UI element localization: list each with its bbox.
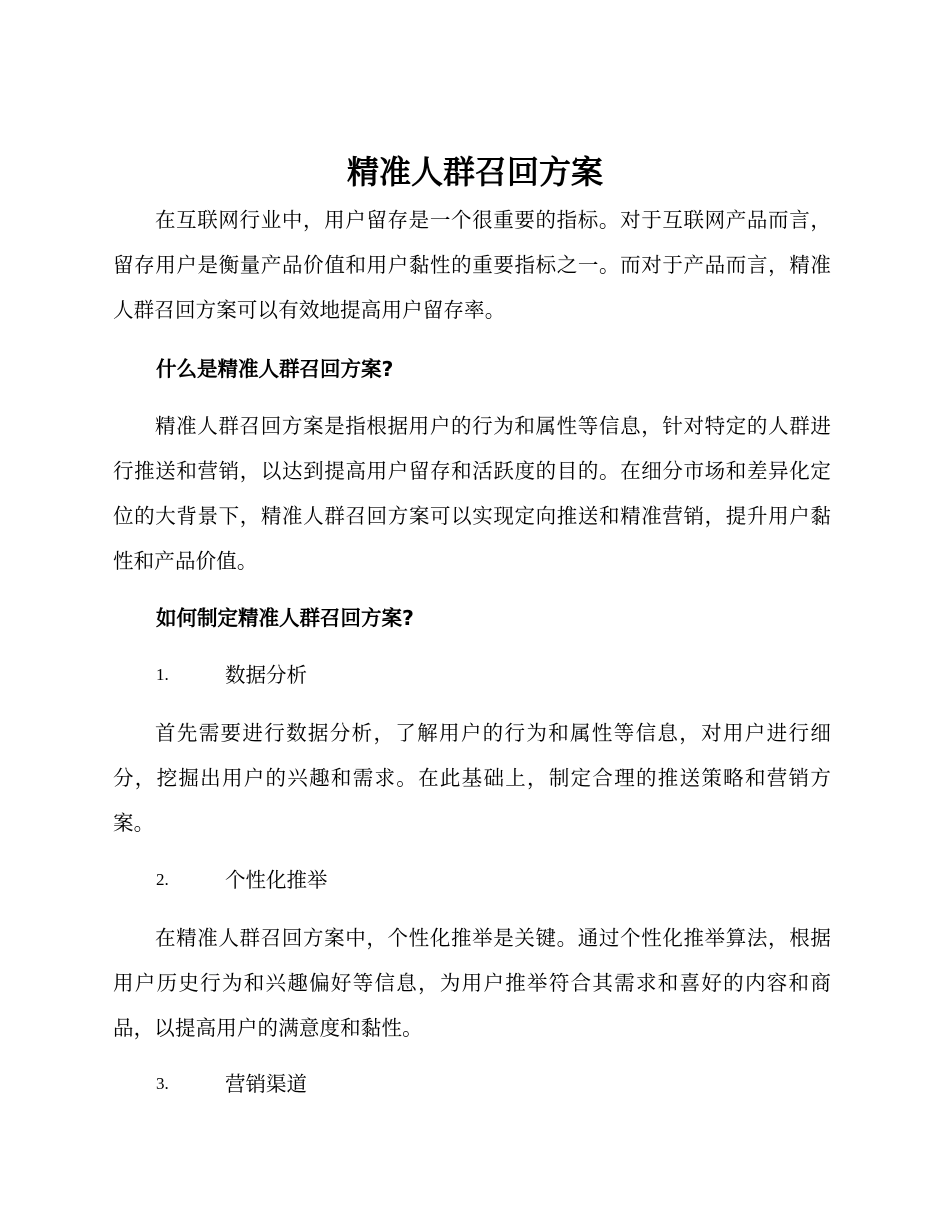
section-heading-how-to: 如何制定精准人群召回方案? bbox=[156, 606, 414, 630]
personalized-recommendation-paragraph: 在精准人群召回方案中，个性化推举是关键。通过个性化推举算法，根据用户历史行为和兴趣偏好等信息，为用户推举符合其需求和喜好的内容和商品，以提高用户的满意度和黏性。 bbox=[113, 926, 831, 1040]
list-number: 1. bbox=[156, 665, 169, 684]
list-label: 数据分析 bbox=[225, 663, 307, 687]
section-heading-what-is: 什么是精准人群召回方案? bbox=[156, 357, 394, 381]
list-number: 3. bbox=[156, 1074, 169, 1093]
section-body-what-is: 精准人群召回方案是指根据用户的行为和属性等信息，针对特定的人群进行推送和营销，以达到提高用户留存和活跃度的目的。在细分市场和差异化定位的大背景下，精准人群召回方案可以实现定向推送和精准营销，提升用户黏性和产品价值。 bbox=[113, 414, 831, 573]
list-label: 营销渠道 bbox=[225, 1072, 307, 1096]
list-number: 2. bbox=[156, 870, 169, 889]
document-title: 精准人群召回方案 bbox=[346, 153, 603, 191]
intro-paragraph: 在互联网行业中，用户留存是一个很重要的指标。对于互联网产品而言，留存用户是衡量产品价值和用户黏性的重要指标之一。而对于产品而言，精准人群召回方案可以有效地提高用户留存率。 bbox=[113, 208, 831, 322]
list-label: 个性化推举 bbox=[225, 868, 328, 892]
data-analysis-paragraph: 首先需要进行数据分析，了解用户的行为和属性等信息，对用户进行细分，挖掘出用户的兴趣和需求。在此基础上，制定合理的推送策略和营销方案。 bbox=[113, 721, 831, 835]
